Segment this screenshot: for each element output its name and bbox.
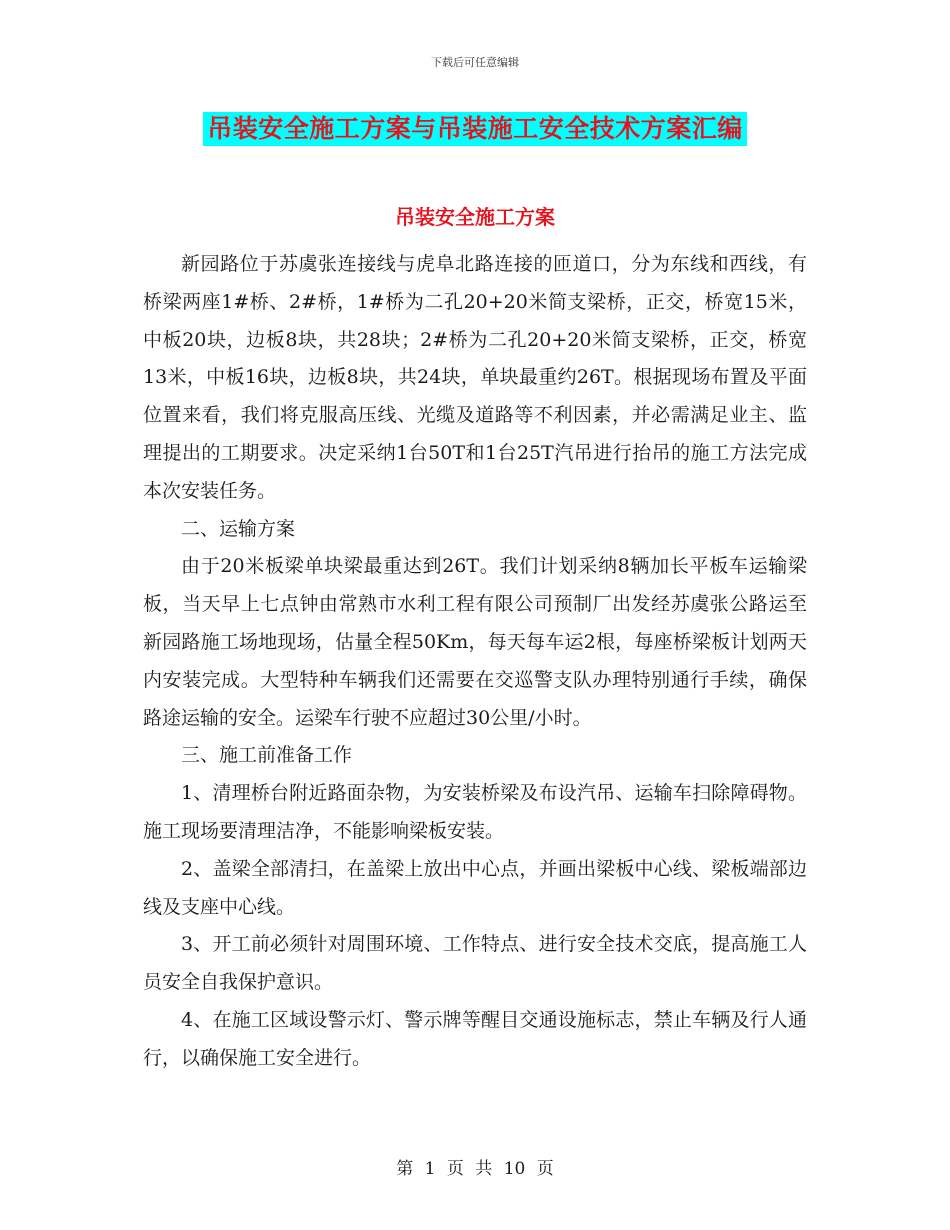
page-footer: 第 1 页 共 10 页 xyxy=(396,1159,554,1179)
header-note: 下载后可任意编辑 xyxy=(431,56,519,69)
document-body xyxy=(143,246,807,1078)
paragraph-preparation-item-3: 3、开工前必须针对周围环境、工作特点、进行安全技术交底，提高施工人员安全自我保护意识。 xyxy=(143,933,807,994)
paragraph-transport-plan: 由于20米板梁单块梁最重达到26T。我们计划采纳8辆加长平板车运输梁板，当天早上七点钟由常熟市水利工程有限公司预制厂出发经苏虞张公路运至新园路施工场地现场，估量全程50Km，每天每车运2根，每座桥梁板计划两天内安装完成。大型特种车辆我们还需要在交巡警支队办理特别通行手续，确保路途运输的安全。运梁车行驶不应超过30公里/小时。 xyxy=(143,555,807,729)
heading-preparation-work: 三、施工前准备工作 xyxy=(181,744,353,767)
heading-transport-plan: 二、运输方案 xyxy=(181,517,296,540)
paragraph-preparation-item-4: 4、在施工区域设警示灯、警示牌等醒目交通设施标志，禁止车辆及行人通行，以确保施工安全进行。 xyxy=(143,1008,807,1069)
document-title: 吊装安全施工方案与吊装施工安全技术方案汇编 xyxy=(203,112,747,146)
paragraph-preparation-item-2: 2、盖梁全部清扫，在盖梁上放出中心点，并画出梁板中心线、梁板端部边线及支座中心线。 xyxy=(143,857,807,918)
paragraph-preparation-item-1: 1、清理桥台附近路面杂物，为安装桥梁及布设汽吊、运输车扫除障碍物。施工现场要清理洁净，不能影响梁板安装。 xyxy=(143,782,807,842)
document-title-container xyxy=(0,112,950,146)
paragraph-project-overview: 新园路位于苏虞张连接线与虎阜北路连接的匝道口，分为东线和西线，有桥梁两座1#桥、2#桥，1#桥为二孔20+20米简支梁桥，正交，桥宽15米，中板20块，边板8块，共28块；2#桥为二孔20+20米简支梁桥，正交，桥宽13米，中板16块，边板8块，共24块，单块最重约26T。根据现场布置及平面位置来看，我们将克服高压线、光缆及道路等不利因素，并必需满足业主、监理提出的工期要求。决定采纳1台50T和1台25T汽吊进行抬吊的施工方法完成本次安装任务。 xyxy=(143,253,807,502)
section-title: 吊装安全施工方案 xyxy=(395,205,555,229)
